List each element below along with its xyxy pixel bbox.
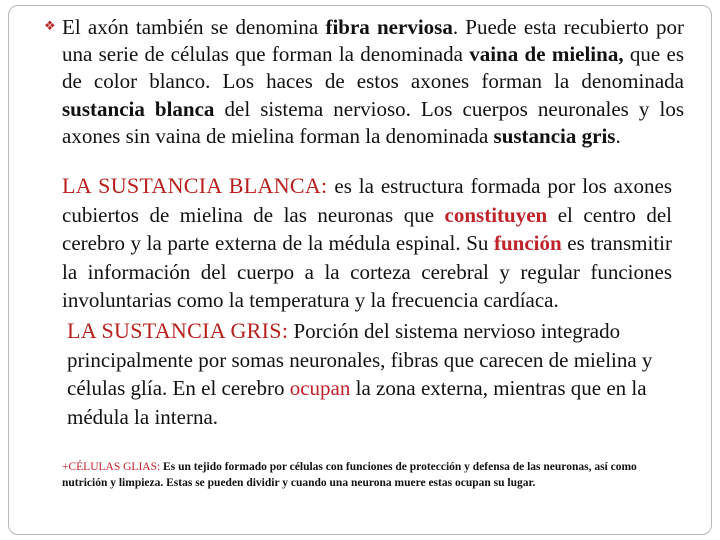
text-run: es transmitir la información del cuerpo a la corteza cerebral y regular funciones involuntarias como la temperatura y la frecuencia cardíaca. <box>62 231 672 313</box>
text-run: . Puede esta recubierto por una serie de células que forman la denominada <box>62 15 684 67</box>
term-constituyen: constituyen <box>444 202 548 227</box>
text-run: Es un tejido formado por células con funciones de protección y defensa de las neuronas, así como nutrición y limpieza. Estas se pueden dividir y cuando una neurona muere estas ocupan su lugar. <box>62 461 637 489</box>
heading-sustancia-gris: LA SUSTANCIA GRIS: <box>67 318 289 343</box>
diamond-bullet-icon: ❖ <box>44 19 56 34</box>
term-fibra-nerviosa: fibra nerviosa <box>325 15 453 39</box>
paragraph-sustancia-gris <box>67 317 672 431</box>
text-run: es la estructura formada por los axones cubiertos de mielina de las neuronas que <box>62 174 672 227</box>
text-run: que es de color blanco. Los haces de estos axones forman la denominada <box>62 42 684 94</box>
text-run: el centro del cerebro y la parte externa de la médula espinal. Su <box>62 202 672 256</box>
term-funcion: función <box>493 231 562 256</box>
paragraph-celulas-glias <box>62 459 662 491</box>
text-run: El axón también se denomina <box>62 15 326 39</box>
text-run: . <box>615 123 621 148</box>
text-run: del sistema nervioso. Los cuerpos neuronales y los axones sin vaina de mielina forman la denominada <box>62 96 684 148</box>
text-run: Porción del sistema nervioso integrado principalmente por somas neuronales, fibras que carecen de mielina y células glía. En el cerebro <box>67 319 653 400</box>
text-run: la zona externa, mientras que en la médula la interna. <box>67 376 647 429</box>
term-ocupan: ocupan <box>289 376 351 400</box>
term-sustancia-blanca: sustancia blanca <box>62 96 215 121</box>
term-vaina-de-mielina: vaina de mielina, <box>469 42 624 67</box>
paragraph-sustancia-blanca <box>62 172 672 315</box>
paragraph-axon <box>44 14 684 150</box>
heading-celulas-glias: +CÉLULAS GLIAS: <box>62 461 161 473</box>
term-sustancia-gris: sustancia gris <box>493 123 616 148</box>
heading-sustancia-blanca: LA SUSTANCIA BLANCA: <box>62 173 328 198</box>
